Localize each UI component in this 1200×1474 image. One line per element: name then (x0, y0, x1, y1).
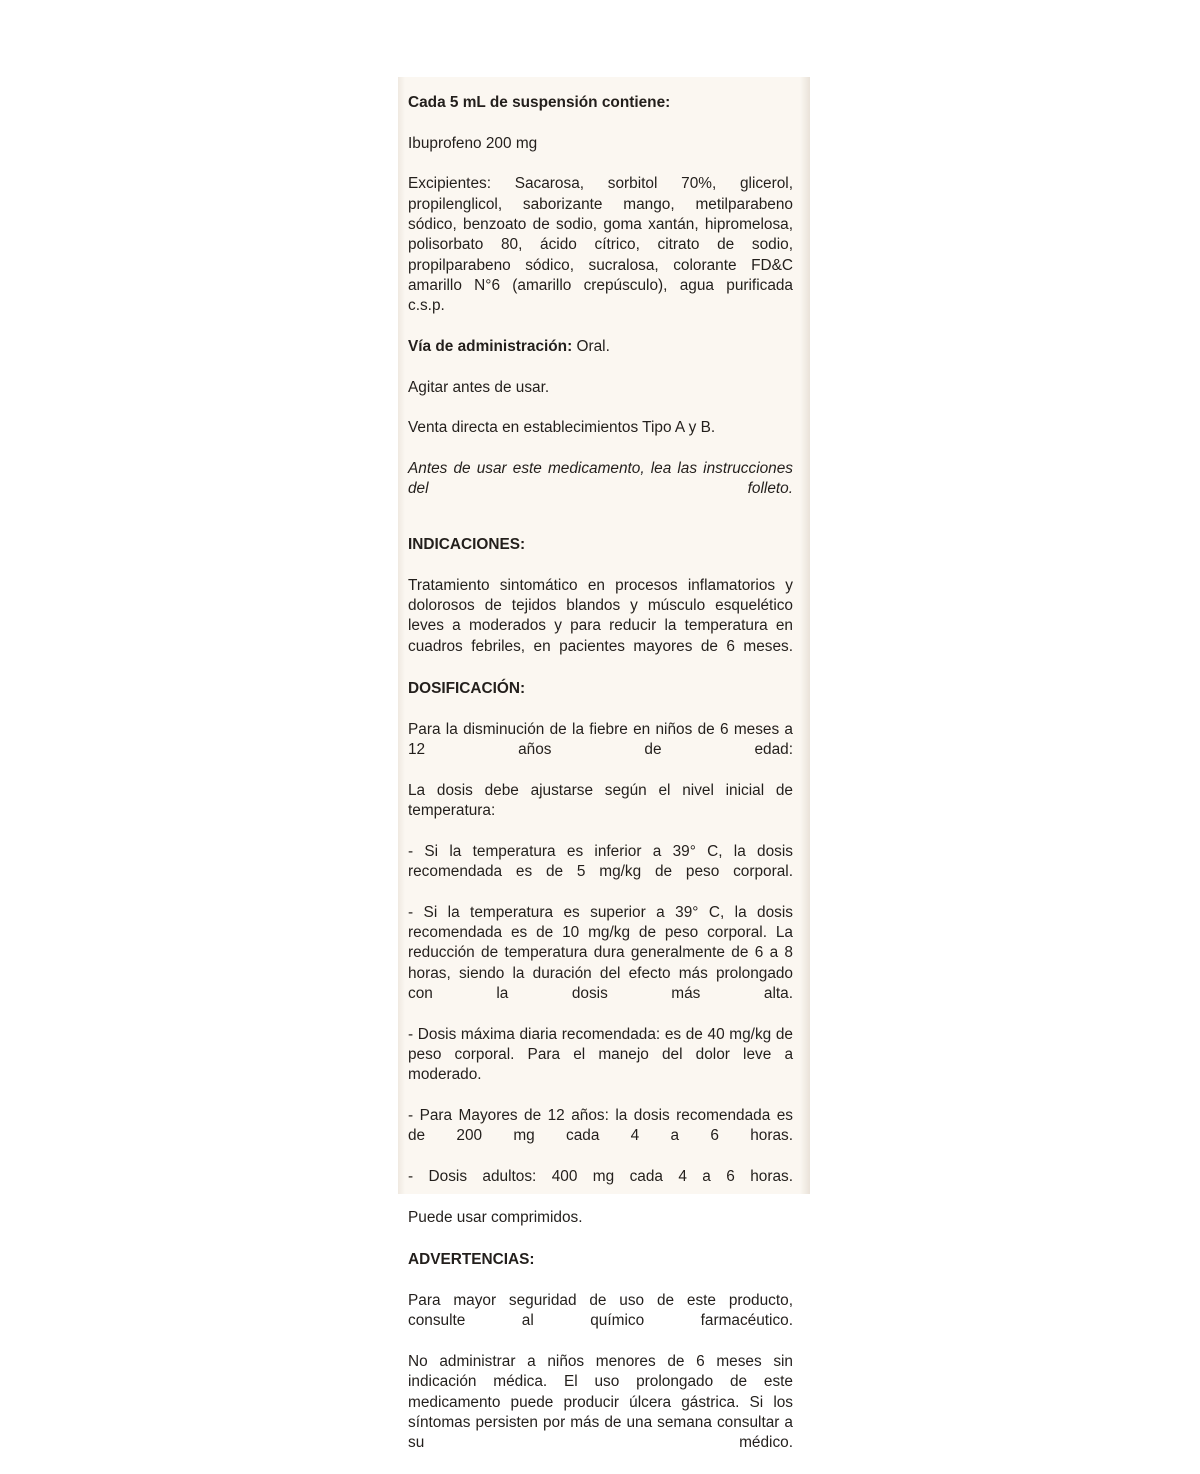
dosage-item: - Dosis adultos: 400 mg cada 4 a 6 horas. (408, 1168, 793, 1186)
composition-heading: Cada 5 mL de suspensión contiene: (408, 94, 671, 111)
spacer (408, 520, 793, 533)
administration-value: Oral. (576, 337, 610, 355)
leaflet-notice: Antes de usar este medicamento, lea las instrucciones del folleto. (408, 459, 793, 498)
label-text-block (408, 93, 793, 1474)
composition-section (408, 93, 793, 337)
sale-condition: Venta directa en establecimientos Tipo A y B. (408, 419, 716, 437)
dosage-item: - Dosis máxima diaria recomendada: es de 40 mg/kg de peso corporal. Para el manejo del dolor leve a moderado. (408, 1025, 793, 1084)
indications-text: Tratamiento sintomático en procesos inflamatorios y dolorosos de tejidos blandos y músculo esquelético leves a moderados y para reducir la temperatura en cuadros febriles, en pacientes mayores de 6 meses. (408, 576, 793, 655)
dosage-heading: DOSIFICACIÓN: (408, 680, 526, 698)
excipients-text: Excipientes: Sacarosa, sorbitol 70%, glicerol, propilenglicol, saborizante mango, metilparabeno sódico, benzoato de sodio, goma xantán, hipromelosa, polisorbato 80, ácido cítrico, citrato de sodio, propilparabeno sódico, sucralosa, colorante FD&C amarillo N°6 (amarillo crepúsculo), agua purificada c.s.p. (408, 175, 793, 315)
shake-instruction: Agitar antes de usar. (408, 378, 550, 396)
dosage-section (408, 679, 793, 1248)
dosage-item: - Si la temperatura es superior a 39° C, la dosis recomendada es de 10 mg/kg de peso corporal. La reducción de temperatura dura generalmente de 6 a 8 horas, siendo la duración del efecto más prolongado con la dosis más alta. (408, 903, 793, 1003)
dosage-item: - Para Mayores de 12 años: la dosis recomendada es de 200 mg cada 4 a 6 horas. (408, 1107, 793, 1145)
warnings-heading: ADVERTENCIAS: (408, 1251, 535, 1269)
administration-label: Vía de administración: (408, 337, 573, 355)
indications-section (408, 535, 793, 677)
dosage-intro: Para la disminución de la fiebre en niños de 6 meses a 12 años de edad: (408, 720, 793, 759)
tablets-note: Puede usar comprimidos. (408, 1208, 583, 1226)
indications-heading: INDICACIONES: (408, 535, 526, 553)
dosage-item: - Si la temperatura es inferior a 39° C, la dosis recomendada es de 5 mg/kg de peso corporal. (408, 842, 793, 881)
warning-paragraph: No administrar a niños menores de 6 meses sin indicación médica. El uso prolongado de este medicamento puede producir úlcera gástrica. Si los síntomas persisten por más de una semana consultar a su médico. (408, 1353, 793, 1452)
warnings-section (408, 1250, 793, 1474)
product-carton-panel (398, 77, 810, 1452)
active-ingredient: Ibuprofeno 200 mg (408, 134, 538, 152)
dosage-adjust: La dosis debe ajustarse según el nivel inicial de temperatura: (408, 781, 793, 820)
warning-paragraph: Para mayor seguridad de uso de este producto, consulte al químico farmacéutico. (408, 1292, 793, 1330)
administration-line (408, 337, 793, 378)
administration-section (408, 337, 793, 520)
